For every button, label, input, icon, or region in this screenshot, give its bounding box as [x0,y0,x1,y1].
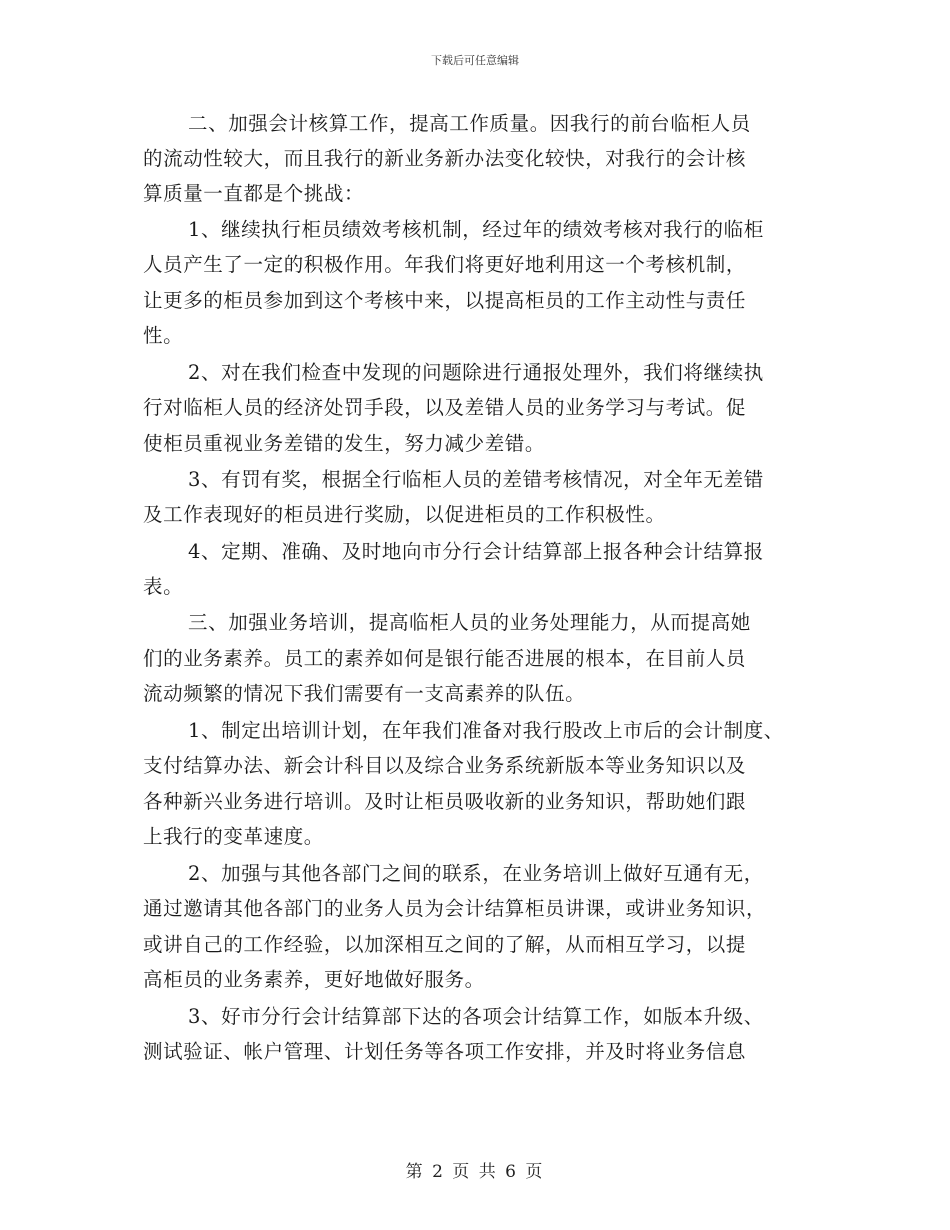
paragraph-line: 行对临柜人员的经济处罚手段，以及差错人员的业务学习与考试。促 [143,396,747,419]
paragraph-line: 3、好市分行会计结算部下达的各项会计结算工作，如版本升级、 [188,1005,764,1028]
page-header: 下载后可任意编辑 [431,54,519,67]
paragraph-line: 高柜员的业务素养，更好地做好服务。 [143,968,485,991]
paragraph-line: 流动频繁的情况下我们需要有一支高素养的队伍。 [143,682,586,705]
paragraph-line: 2、加强与其他各部门之间的联系，在业务培训上做好互通有无， [188,862,764,885]
paragraph-line: 使柜员重视业务差错的发生，努力减少差错。 [143,432,546,455]
paragraph-line: 的流动性较大，而且我行的新业务新办法变化较快，对我行的会计核 [143,147,747,170]
paragraph-line: 或讲自己的工作经验，以加深相互之间的了解，从而相互学习，以提 [143,933,747,956]
paragraph-line: 二、加强会计核算工作，提高工作质量。因我行的前台临柜人员 [188,112,751,135]
paragraph-line: 1、制定出培训计划，在年我们准备对我行股改上市后的会计制度、 [188,719,784,742]
paragraph-line: 测试验证、帐户管理、计划任务等各项工作安排，并及时将业务信息 [143,1040,747,1063]
paragraph-line: 表。 [143,575,184,598]
paragraph-line: 及工作表现好的柜员进行奖励，以促进柜员的工作积极性。 [143,503,666,526]
paragraph-line: 3、有罚有奖，根据全行临柜人员的差错考核情况，对全年无差错 [188,468,764,491]
paragraph-line: 们的业务素养。员工的素养如何是银行能否进展的根本，在目前人员 [143,647,747,670]
paragraph-line: 让更多的柜员参加到这个考核中来，以提高柜员的工作主动性与责任 [143,289,747,312]
paragraph-line: 4、定期、准确、及时地向市分行会计结算部上报各种会计结算报 [188,540,764,563]
paragraph-line: 三、加强业务培训，提高临柜人员的业务处理能力，从而提高她 [188,611,751,634]
paragraph-line: 人员产生了一定的积极作用。年我们将更好地利用这一个考核机制， [143,253,747,276]
paragraph-line: 上我行的变革速度。 [143,825,324,848]
paragraph-line: 1、继续执行柜员绩效考核机制，经过年的绩效考核对我行的临柜 [188,218,764,241]
paragraph-line: 各种新兴业务进行培训。及时让柜员吸收新的业务知识，帮助她们跟 [143,790,747,813]
paragraph-line: 支付结算办法、新会计科目以及综合业务系统新版本等业务知识以及 [143,754,747,777]
paragraph-line: 算质量一直都是个挑战： [143,182,365,205]
paragraph-line: 性。 [143,324,184,347]
paragraph-line: 通过邀请其他各部门的业务人员为会计结算柜员讲课，或讲业务知识， [143,897,767,920]
paragraph-line: 2、对在我们检查中发现的问题除进行通报处理外，我们将继续执 [188,361,764,384]
page-number: 第 2 页 共 6 页 [405,1162,545,1182]
